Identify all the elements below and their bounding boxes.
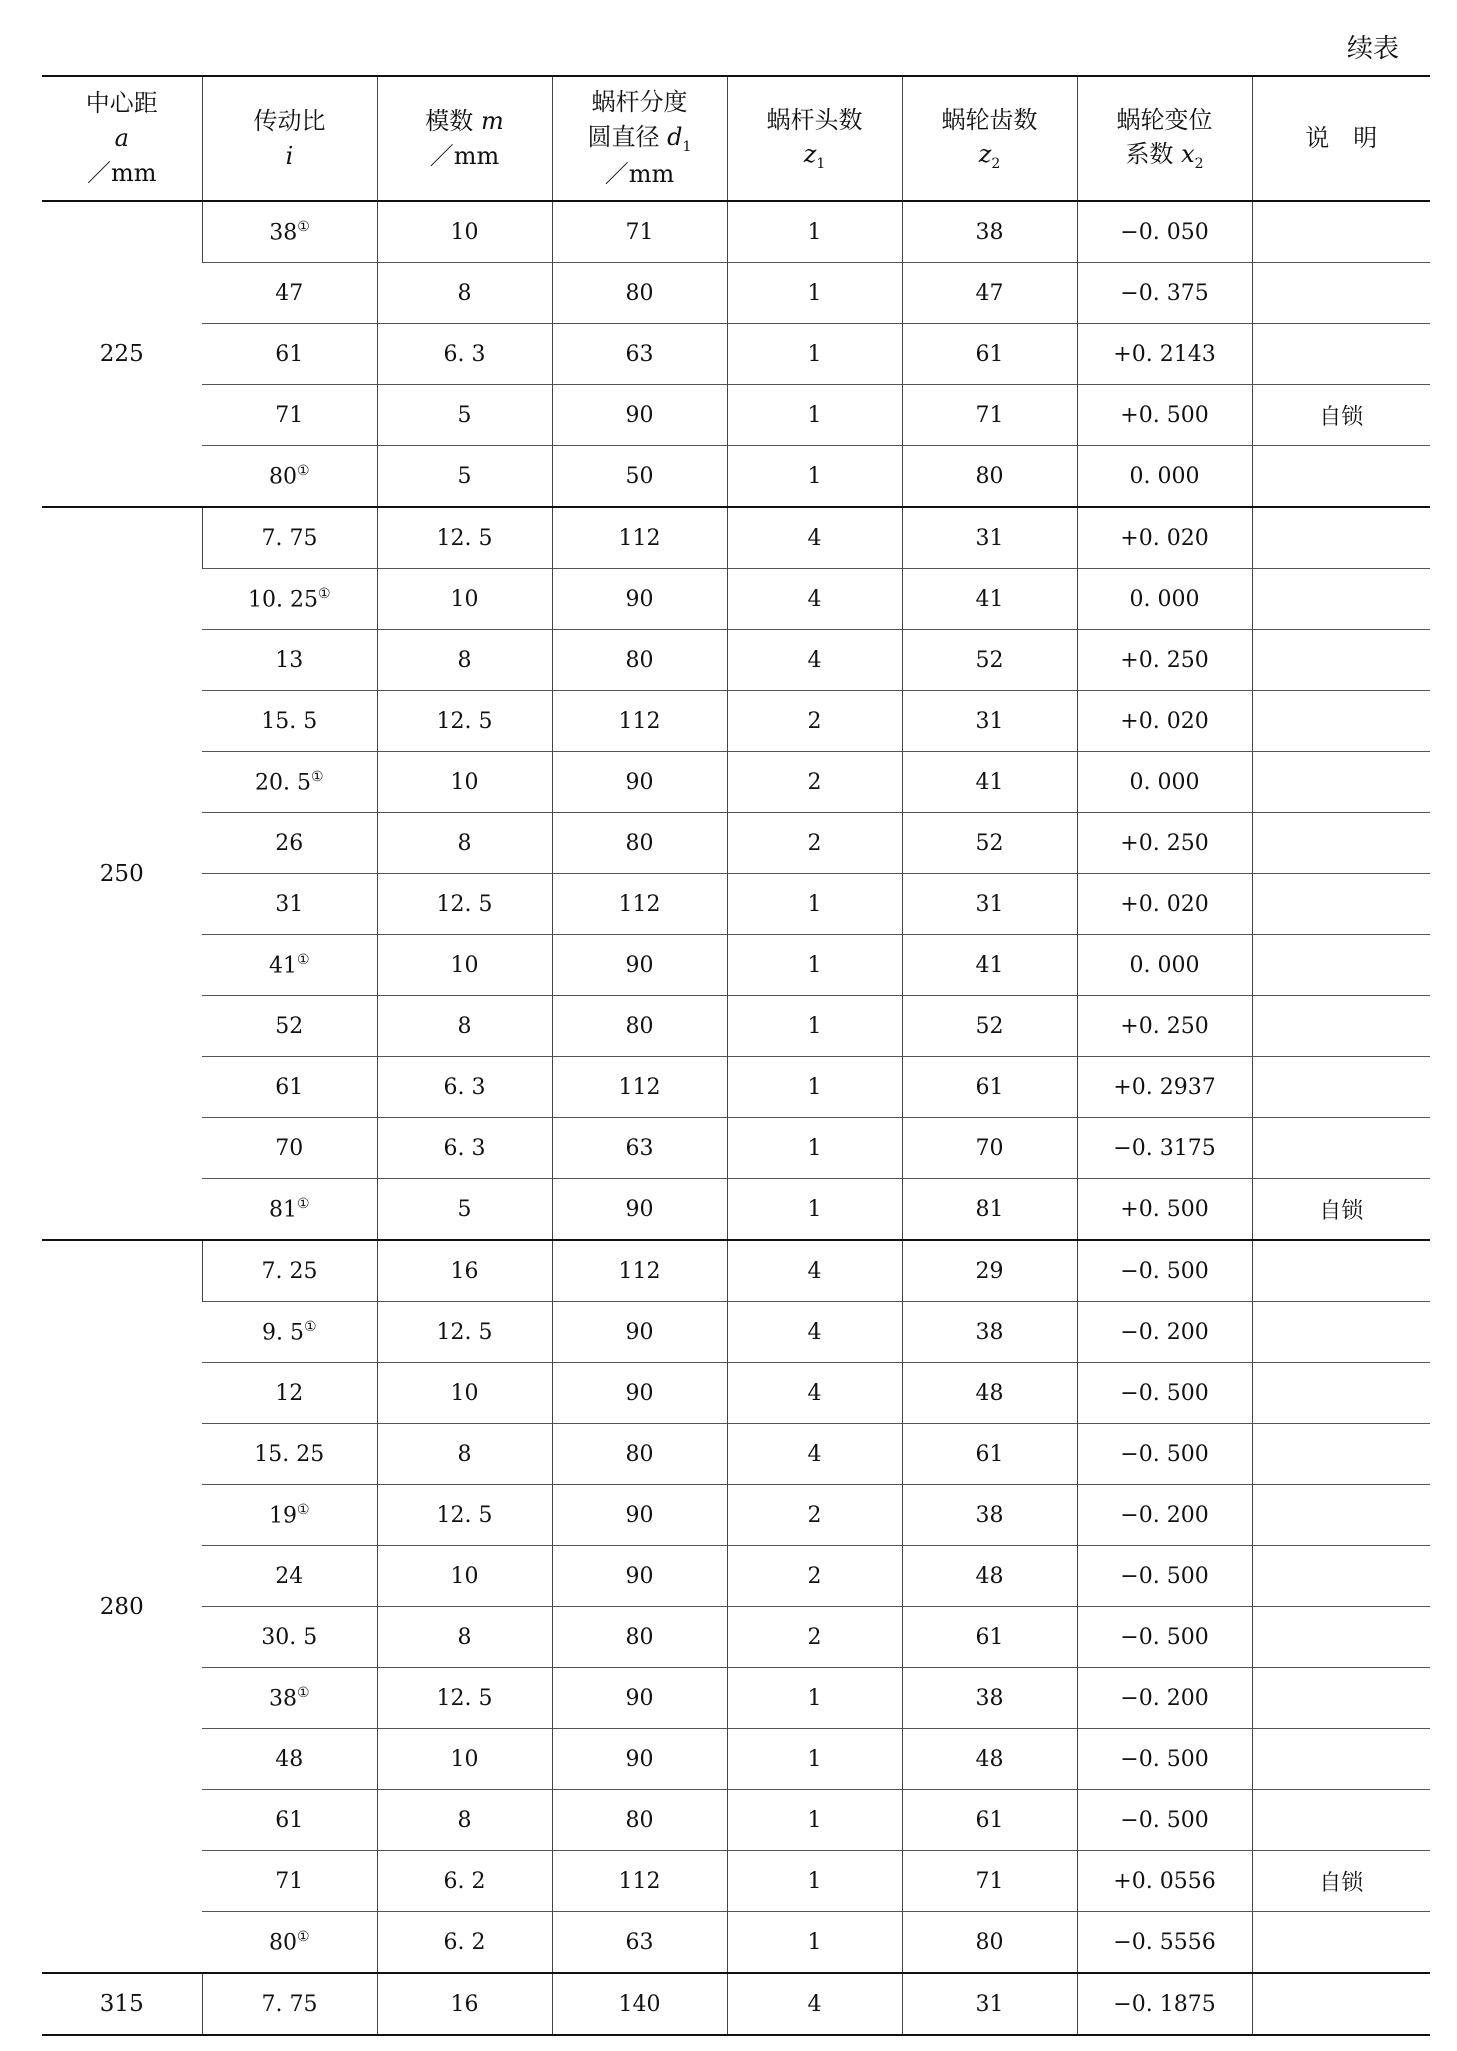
- pitch-diameter-cell: 112: [552, 1851, 727, 1912]
- ratio-value: 70: [275, 1135, 304, 1161]
- wheel-teeth-cell: 61: [902, 1790, 1077, 1851]
- remarks-cell: 自锁: [1252, 1851, 1430, 1912]
- shift-coefficient-cell: −0. 200: [1077, 1302, 1252, 1363]
- remarks-cell: [1252, 1607, 1430, 1668]
- footnote-marker: ①: [303, 1318, 317, 1335]
- worm-starts-cell: 1: [727, 1057, 902, 1118]
- ratio-cell: [202, 1363, 377, 1424]
- wheel-teeth-cell: 41: [902, 752, 1077, 813]
- shift-coefficient-cell: −0. 500: [1077, 1546, 1252, 1607]
- ratio-value: 41: [268, 953, 297, 979]
- wheel-teeth-cell: 80: [902, 1912, 1077, 1974]
- module-cell: 6. 2: [377, 1851, 552, 1912]
- module-cell: 8: [377, 813, 552, 874]
- pitch-diameter-cell: 80: [552, 263, 727, 324]
- module-cell: 10: [377, 1363, 552, 1424]
- table-row: [42, 935, 1430, 996]
- shift-coefficient-cell: 0. 000: [1077, 935, 1252, 996]
- shift-coefficient-cell: +0. 250: [1077, 630, 1252, 691]
- pitch-diameter-cell: 90: [552, 1302, 727, 1363]
- ratio-cell: [202, 1118, 377, 1179]
- pitch-diameter-cell: 90: [552, 1179, 727, 1241]
- table-row: [42, 1607, 1430, 1668]
- shift-coefficient-cell: +0. 500: [1077, 385, 1252, 446]
- ratio-cell: [202, 569, 377, 630]
- ratio-cell: [202, 1912, 377, 1974]
- shift-coefficient-cell: +0. 020: [1077, 874, 1252, 935]
- shift-coefficient-cell: −0. 375: [1077, 263, 1252, 324]
- module-cell: 6. 2: [377, 1912, 552, 1974]
- wheel-teeth-cell: 38: [902, 201, 1077, 263]
- pitch-diameter-cell: 80: [552, 813, 727, 874]
- shift-coefficient-cell: −0. 200: [1077, 1485, 1252, 1546]
- ratio-cell: [202, 507, 377, 569]
- worm-starts-cell: 2: [727, 813, 902, 874]
- shift-coefficient-cell: +0. 2143: [1077, 324, 1252, 385]
- pitch-diameter-cell: 80: [552, 1607, 727, 1668]
- worm-starts-cell: 4: [727, 1302, 902, 1363]
- pitch-diameter-cell: 80: [552, 1790, 727, 1851]
- module-cell: 12. 5: [377, 691, 552, 752]
- remarks-cell: [1252, 1424, 1430, 1485]
- module-cell: 5: [377, 1179, 552, 1241]
- table-row: [42, 1851, 1430, 1912]
- footnote-marker: ①: [296, 1684, 310, 1701]
- pitch-diameter-cell: 112: [552, 1240, 727, 1302]
- shift-coefficient-cell: −0. 500: [1077, 1424, 1252, 1485]
- remarks-cell: [1252, 935, 1430, 996]
- center-distance-cell: 280: [42, 1240, 202, 1973]
- table-row: [42, 1668, 1430, 1729]
- footnote-marker: ①: [310, 768, 324, 785]
- table-row: [42, 1057, 1430, 1118]
- table-row: [42, 630, 1430, 691]
- ratio-value: 10. 25: [247, 587, 318, 613]
- worm-starts-cell: 4: [727, 1363, 902, 1424]
- worm-starts-cell: 2: [727, 1607, 902, 1668]
- table-row: [42, 446, 1430, 508]
- worm-starts-cell: 1: [727, 1790, 902, 1851]
- table-row: [42, 1485, 1430, 1546]
- module-cell: 12. 5: [377, 1668, 552, 1729]
- pitch-diameter-cell: 63: [552, 324, 727, 385]
- ratio-value: 13: [275, 647, 304, 673]
- header-worm-starts: 蜗杆头数 $z_1$: [727, 76, 902, 201]
- shift-coefficient-cell: −0. 500: [1077, 1729, 1252, 1790]
- ratio-cell: [202, 1302, 377, 1363]
- worm-starts-cell: 2: [727, 691, 902, 752]
- ratio-cell: [202, 813, 377, 874]
- shift-coefficient-cell: +0. 020: [1077, 691, 1252, 752]
- ratio-cell: [202, 201, 377, 263]
- module-cell: 8: [377, 996, 552, 1057]
- continued-table-label: 续表: [1346, 34, 1399, 64]
- wheel-teeth-cell: 38: [902, 1485, 1077, 1546]
- ratio-cell: [202, 324, 377, 385]
- wheel-teeth-cell: 47: [902, 263, 1077, 324]
- worm-starts-cell: 2: [727, 1485, 902, 1546]
- table-row: [42, 874, 1430, 935]
- pitch-diameter-cell: 90: [552, 1363, 727, 1424]
- ratio-value: 24: [275, 1563, 304, 1589]
- worm-starts-cell: 2: [727, 752, 902, 813]
- module-cell: 12. 5: [377, 874, 552, 935]
- table-row: [42, 263, 1430, 324]
- worm-starts-cell: 4: [727, 569, 902, 630]
- remarks-cell: [1252, 1485, 1430, 1546]
- remarks-cell: [1252, 1973, 1430, 2035]
- module-cell: 5: [377, 446, 552, 508]
- ratio-cell: [202, 385, 377, 446]
- ratio-cell: [202, 1790, 377, 1851]
- pitch-diameter-cell: 90: [552, 935, 727, 996]
- remarks-cell: [1252, 1302, 1430, 1363]
- ratio-value: 61: [275, 341, 304, 367]
- center-distance-cell: 250: [42, 507, 202, 1240]
- worm-starts-cell: 1: [727, 446, 902, 508]
- remarks-cell: [1252, 630, 1430, 691]
- ratio-cell: [202, 935, 377, 996]
- table-row: [42, 1424, 1430, 1485]
- header-module: 模数 m ／mm: [377, 76, 552, 201]
- ratio-value: 9. 5: [261, 1320, 304, 1346]
- remarks-cell: [1252, 1118, 1430, 1179]
- shift-coefficient-cell: +0. 2937: [1077, 1057, 1252, 1118]
- wheel-teeth-cell: 48: [902, 1546, 1077, 1607]
- worm-starts-cell: 1: [727, 1179, 902, 1241]
- table-header: [42, 76, 1430, 201]
- ratio-cell: [202, 874, 377, 935]
- wheel-teeth-cell: 48: [902, 1363, 1077, 1424]
- table-row: [42, 569, 1430, 630]
- module-cell: 6. 3: [377, 324, 552, 385]
- wheel-teeth-cell: 80: [902, 446, 1077, 508]
- ratio-cell: [202, 446, 377, 508]
- module-cell: 10: [377, 569, 552, 630]
- ratio-value: 52: [275, 1013, 304, 1039]
- table-row: [42, 1973, 1430, 2035]
- wheel-teeth-cell: 71: [902, 385, 1077, 446]
- table-row: [42, 1302, 1430, 1363]
- remarks-cell: [1252, 752, 1430, 813]
- wheel-teeth-cell: 31: [902, 691, 1077, 752]
- module-cell: 10: [377, 1729, 552, 1790]
- wheel-teeth-cell: 61: [902, 324, 1077, 385]
- pitch-diameter-cell: 90: [552, 385, 727, 446]
- footnote-marker: ①: [296, 1928, 310, 1945]
- ratio-value: 15. 5: [261, 708, 318, 734]
- wheel-teeth-cell: 38: [902, 1668, 1077, 1729]
- shift-coefficient-cell: +0. 500: [1077, 1179, 1252, 1241]
- remarks-cell: [1252, 996, 1430, 1057]
- ratio-value: 30. 5: [261, 1624, 318, 1650]
- shift-coefficient-cell: +0. 250: [1077, 996, 1252, 1057]
- table-row: [42, 201, 1430, 263]
- module-cell: 16: [377, 1973, 552, 2035]
- table-row: [42, 1363, 1430, 1424]
- pitch-diameter-cell: 90: [552, 1668, 727, 1729]
- header-wheel-shift-coefficient: 蜗轮变位 系数 $x_2$: [1077, 76, 1252, 201]
- ratio-value: 12: [275, 1380, 304, 1406]
- pitch-diameter-cell: 50: [552, 446, 727, 508]
- wheel-teeth-cell: 61: [902, 1607, 1077, 1668]
- shift-coefficient-cell: −0. 200: [1077, 1668, 1252, 1729]
- wheel-teeth-cell: 31: [902, 1973, 1077, 2035]
- footnote-marker: ①: [296, 951, 310, 968]
- pitch-diameter-cell: 90: [552, 752, 727, 813]
- wheel-teeth-cell: 41: [902, 569, 1077, 630]
- ratio-cell: [202, 752, 377, 813]
- ratio-cell: [202, 1607, 377, 1668]
- module-cell: 10: [377, 201, 552, 263]
- remarks-cell: [1252, 1729, 1430, 1790]
- module-cell: 10: [377, 1546, 552, 1607]
- pitch-diameter-cell: 80: [552, 630, 727, 691]
- pitch-diameter-cell: 112: [552, 1057, 727, 1118]
- worm-starts-cell: 1: [727, 201, 902, 263]
- ratio-value: 80: [268, 1930, 297, 1956]
- worm-starts-cell: 4: [727, 1973, 902, 2035]
- ratio-value: 81: [268, 1197, 297, 1223]
- wheel-teeth-cell: 48: [902, 1729, 1077, 1790]
- remarks-cell: 自锁: [1252, 1179, 1430, 1241]
- shift-coefficient-cell: −0. 500: [1077, 1363, 1252, 1424]
- shift-coefficient-cell: 0. 000: [1077, 446, 1252, 508]
- worm-starts-cell: 4: [727, 630, 902, 691]
- table-row: [42, 1546, 1430, 1607]
- table-row: [42, 324, 1430, 385]
- ratio-value: 15. 25: [254, 1441, 325, 1467]
- table-row: [42, 385, 1430, 446]
- worm-starts-cell: 1: [727, 1668, 902, 1729]
- ratio-value: 38: [269, 220, 298, 246]
- worm-starts-cell: 4: [727, 507, 902, 569]
- center-distance-cell: 315: [42, 1973, 202, 2035]
- worm-starts-cell: 1: [727, 1729, 902, 1790]
- worm-starts-cell: 1: [727, 935, 902, 996]
- pitch-diameter-cell: 112: [552, 691, 727, 752]
- footnote-marker: ①: [296, 1501, 310, 1518]
- ratio-value: 47: [275, 280, 304, 306]
- pitch-diameter-cell: 112: [552, 874, 727, 935]
- worm-starts-cell: 4: [727, 1240, 902, 1302]
- pitch-diameter-cell: 90: [552, 1546, 727, 1607]
- remarks-cell: [1252, 507, 1430, 569]
- worm-starts-cell: 1: [727, 263, 902, 324]
- footnote-marker: ①: [296, 462, 310, 479]
- ratio-value: 71: [275, 1868, 304, 1894]
- shift-coefficient-cell: +0. 250: [1077, 813, 1252, 874]
- wheel-teeth-cell: 52: [902, 630, 1077, 691]
- table-row: [42, 1729, 1430, 1790]
- module-cell: 6. 3: [377, 1118, 552, 1179]
- worm-gear-parameter-table: [42, 75, 1430, 2036]
- table-row: [42, 1179, 1430, 1241]
- table-row: [42, 1240, 1430, 1302]
- shift-coefficient-cell: −0. 500: [1077, 1240, 1252, 1302]
- module-cell: 10: [377, 935, 552, 996]
- ratio-cell: [202, 996, 377, 1057]
- wheel-teeth-cell: 52: [902, 813, 1077, 874]
- module-cell: 6. 3: [377, 1057, 552, 1118]
- ratio-value: 26: [275, 830, 304, 856]
- wheel-teeth-cell: 38: [902, 1302, 1077, 1363]
- ratio-value: 61: [275, 1807, 304, 1833]
- module-cell: 8: [377, 1790, 552, 1851]
- pitch-diameter-cell: 112: [552, 507, 727, 569]
- ratio-cell: [202, 691, 377, 752]
- ratio-cell: [202, 1485, 377, 1546]
- table-row: [42, 1118, 1430, 1179]
- wheel-teeth-cell: 70: [902, 1118, 1077, 1179]
- remarks-cell: [1252, 813, 1430, 874]
- ratio-cell: [202, 1240, 377, 1302]
- wheel-teeth-cell: 31: [902, 874, 1077, 935]
- ratio-cell: [202, 1973, 377, 2035]
- ratio-value: 48: [275, 1746, 304, 1772]
- module-cell: 8: [377, 1607, 552, 1668]
- wheel-teeth-cell: 61: [902, 1057, 1077, 1118]
- remarks-cell: [1252, 874, 1430, 935]
- ratio-cell: [202, 1546, 377, 1607]
- pitch-diameter-cell: 63: [552, 1118, 727, 1179]
- ratio-value: 61: [275, 1074, 304, 1100]
- remarks-cell: 自锁: [1252, 385, 1430, 446]
- header-center-distance: 中心距 a ／mm: [42, 76, 202, 201]
- wheel-teeth-cell: 29: [902, 1240, 1077, 1302]
- table-body: [42, 201, 1430, 2035]
- wheel-teeth-cell: 71: [902, 1851, 1077, 1912]
- table-row: [42, 752, 1430, 813]
- shift-coefficient-cell: −0. 050: [1077, 201, 1252, 263]
- pitch-diameter-cell: 90: [552, 569, 727, 630]
- shift-coefficient-cell: −0. 500: [1077, 1790, 1252, 1851]
- worm-starts-cell: 1: [727, 1912, 902, 1974]
- module-cell: 8: [377, 263, 552, 324]
- footnote-marker: ①: [296, 1195, 310, 1212]
- shift-coefficient-cell: 0. 000: [1077, 569, 1252, 630]
- pitch-diameter-cell: 90: [552, 1729, 727, 1790]
- footnote-marker: ①: [317, 585, 331, 602]
- header-worm-pitch-diameter: 蜗杆分度 圆直径 $d_1$ ／mm: [552, 76, 727, 201]
- worm-starts-cell: 2: [727, 1546, 902, 1607]
- wheel-teeth-cell: 52: [902, 996, 1077, 1057]
- remarks-cell: [1252, 1790, 1430, 1851]
- pitch-diameter-cell: 140: [552, 1973, 727, 2035]
- remarks-cell: [1252, 1240, 1430, 1302]
- table-row: [42, 996, 1430, 1057]
- module-cell: 12. 5: [377, 1302, 552, 1363]
- footnote-marker: ①: [297, 218, 310, 235]
- worm-starts-cell: 1: [727, 1118, 902, 1179]
- ratio-value: 80: [268, 464, 297, 490]
- ratio-cell: [202, 1179, 377, 1241]
- worm-starts-cell: 1: [727, 874, 902, 935]
- remarks-cell: [1252, 1057, 1430, 1118]
- ratio-cell: [202, 1057, 377, 1118]
- remarks-cell: [1252, 201, 1430, 263]
- remarks-cell: [1252, 1546, 1430, 1607]
- pitch-diameter-cell: 71: [552, 201, 727, 263]
- module-cell: 5: [377, 385, 552, 446]
- remarks-cell: [1252, 1912, 1430, 1974]
- ratio-cell: [202, 1424, 377, 1485]
- ratio-cell: [202, 1729, 377, 1790]
- shift-coefficient-cell: 0. 000: [1077, 752, 1252, 813]
- shift-coefficient-cell: +0. 020: [1077, 507, 1252, 569]
- header-remarks: 说 明: [1252, 76, 1430, 201]
- shift-coefficient-cell: −0. 5556: [1077, 1912, 1252, 1974]
- ratio-value: 19: [268, 1503, 297, 1529]
- pitch-diameter-cell: 63: [552, 1912, 727, 1974]
- table-row: [42, 507, 1430, 569]
- module-cell: 16: [377, 1240, 552, 1302]
- remarks-cell: [1252, 1668, 1430, 1729]
- table-row: [42, 691, 1430, 752]
- worm-starts-cell: 1: [727, 996, 902, 1057]
- module-cell: 10: [377, 752, 552, 813]
- worm-starts-cell: 1: [727, 1851, 902, 1912]
- shift-coefficient-cell: −0. 3175: [1077, 1118, 1252, 1179]
- header-transmission-ratio: 传动比 i: [202, 76, 377, 201]
- ratio-cell: [202, 630, 377, 691]
- module-cell: 12. 5: [377, 1485, 552, 1546]
- ratio-value: 7. 75: [261, 525, 318, 551]
- ratio-cell: [202, 1851, 377, 1912]
- ratio-cell: [202, 263, 377, 324]
- shift-coefficient-cell: +0. 0556: [1077, 1851, 1252, 1912]
- pitch-diameter-cell: 90: [552, 1485, 727, 1546]
- wheel-teeth-cell: 81: [902, 1179, 1077, 1241]
- table-row: [42, 1912, 1430, 1974]
- remarks-cell: [1252, 324, 1430, 385]
- remarks-cell: [1252, 1363, 1430, 1424]
- wheel-teeth-cell: 61: [902, 1424, 1077, 1485]
- table-row: [42, 1790, 1430, 1851]
- ratio-value: 38: [268, 1686, 297, 1712]
- shift-coefficient-cell: −0. 500: [1077, 1607, 1252, 1668]
- remarks-cell: [1252, 263, 1430, 324]
- ratio-value: 7. 75: [261, 1991, 318, 2017]
- worm-starts-cell: 1: [727, 385, 902, 446]
- wheel-teeth-cell: 41: [902, 935, 1077, 996]
- ratio-cell: [202, 1668, 377, 1729]
- table-row: [42, 813, 1430, 874]
- ratio-value: 20. 5: [254, 770, 311, 796]
- shift-coefficient-cell: −0. 1875: [1077, 1973, 1252, 2035]
- header-wheel-teeth: 蜗轮齿数 $z_2$: [902, 76, 1077, 201]
- pitch-diameter-cell: 80: [552, 996, 727, 1057]
- ratio-value: 7. 25: [261, 1258, 318, 1284]
- pitch-diameter-cell: 80: [552, 1424, 727, 1485]
- center-distance-cell: 225: [42, 201, 202, 507]
- module-cell: 8: [377, 1424, 552, 1485]
- module-cell: 12. 5: [377, 507, 552, 569]
- module-cell: 8: [377, 630, 552, 691]
- ratio-value: 31: [275, 891, 304, 917]
- remarks-cell: [1252, 691, 1430, 752]
- remarks-cell: [1252, 446, 1430, 508]
- worm-starts-cell: 4: [727, 1424, 902, 1485]
- wheel-teeth-cell: 31: [902, 507, 1077, 569]
- ratio-value: 71: [275, 402, 304, 428]
- worm-starts-cell: 1: [727, 324, 902, 385]
- remarks-cell: [1252, 569, 1430, 630]
